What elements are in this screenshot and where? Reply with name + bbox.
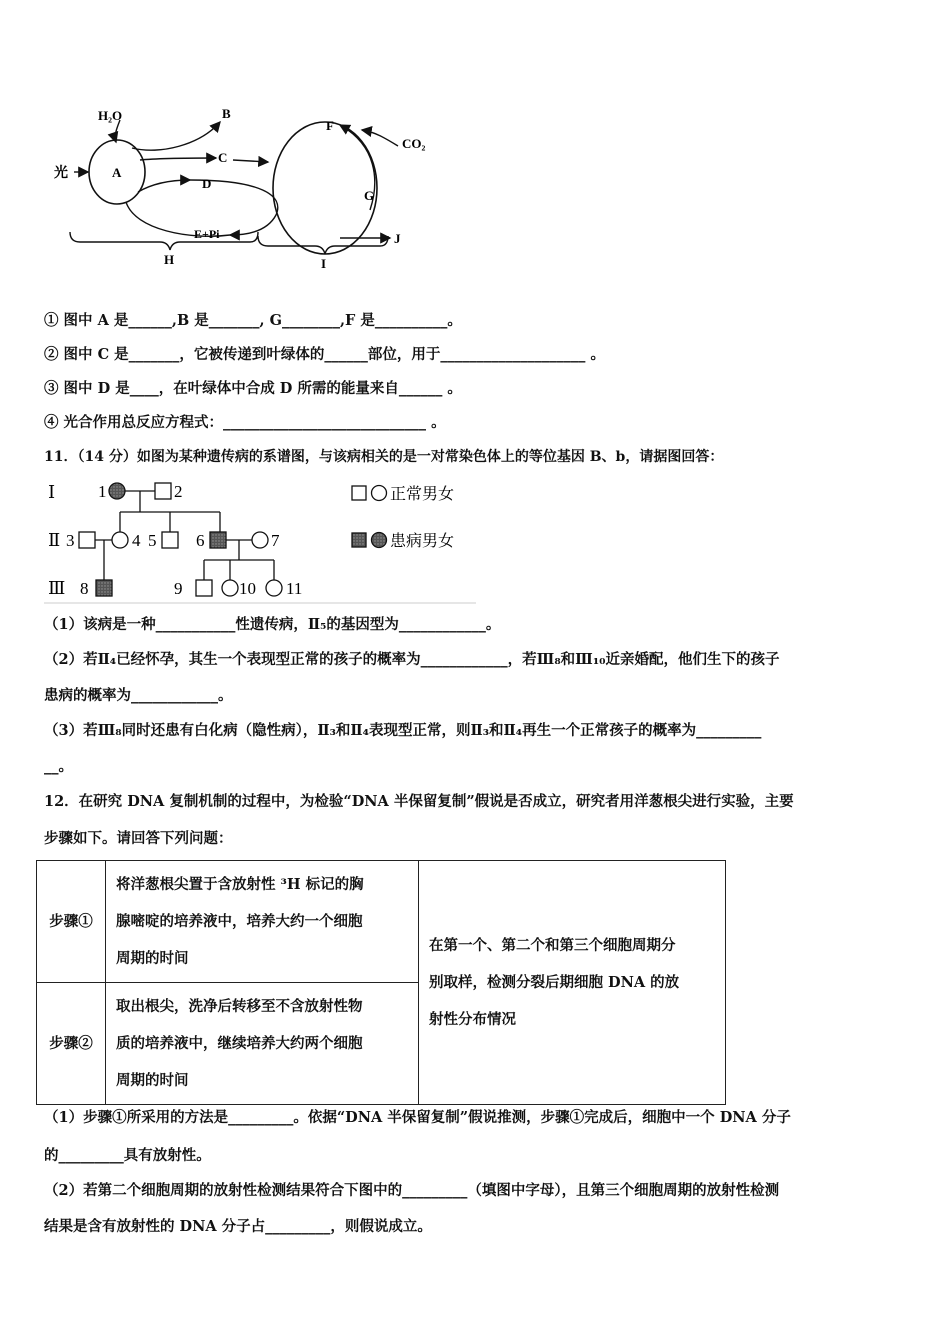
individual-4-number: 4: [132, 531, 141, 550]
step2-line2: 质的培养液中，继续培养大约两个细胞: [116, 1035, 363, 1052]
individual-6: [210, 532, 226, 548]
sampling-note: [419, 861, 726, 1105]
individual-9-number: 9: [174, 579, 183, 598]
individual-1: [109, 483, 125, 499]
photosynthesis-diagram: [40, 100, 460, 275]
legend-normal-male: [352, 486, 366, 500]
note-line2: 别取样，检测分裂后期细胞 DNA 的放: [429, 974, 680, 991]
experiment-steps-table: [36, 860, 726, 1105]
label-epi: E+Pi: [194, 227, 220, 241]
q11-part1: （1）该病是一种___________性遗传病，Ⅱ₅的基因型为____________。: [44, 616, 501, 633]
individual-8-number: 8: [80, 579, 89, 598]
q12-part1-line1: （1）步骤①所采用的方法是_________。依据“DNA 半保留复制”假说推测，步骤①完成后，细胞中一个 DNA 分子: [44, 1109, 791, 1126]
label-light: 光: [54, 166, 68, 181]
q12-stem-line1: 12．在研究 DNA 复制机制的过程中，为检验“DNA 半保留复制”假说是否成立，研究者用洋葱根尖进行实验，主要: [44, 793, 794, 810]
individual-2: [155, 483, 171, 499]
individual-4: [112, 532, 128, 548]
q12-part2-line1: （2）若第二个细胞周期的放射性检测结果符合下图中的_________（填图中字母），且第三个细胞周期的放射性检测: [44, 1182, 780, 1199]
legend-affected-male: [352, 533, 366, 547]
q11-part3-line2: __。: [44, 758, 73, 775]
pedigree-chart: [44, 474, 484, 604]
label-g: G: [364, 188, 375, 203]
gen-1-label: Ⅰ: [48, 482, 56, 502]
individual-11: [266, 580, 282, 596]
step2-line3: 周期的时间: [116, 1072, 189, 1089]
individual-3: [79, 532, 95, 548]
gen-2-label: Ⅱ: [48, 530, 61, 550]
label-j: J: [394, 231, 401, 246]
q10-sub2: ② 图中 C 是_______，它被传递到叶绿体的______部位，用于____________________ 。: [44, 346, 605, 363]
step1-line2: 腺嘧啶的培养液中，培养大约一个细胞: [116, 913, 363, 930]
q11-part2-line1: （2）若Ⅱ₄已经怀孕，其生一个表现型正常的孩子的概率为____________，若Ⅲ₈和Ⅲ₁₀近亲婚配，他们生下的孩子: [44, 651, 780, 668]
label-b: B: [222, 106, 231, 121]
individual-8: [96, 580, 112, 596]
individual-10: [222, 580, 238, 596]
q11-part3-line1: （3）若Ⅲ₈同时还患有白化病（隐性病），Ⅱ₃和Ⅱ₄表现型正常，则Ⅱ₃和Ⅱ₄再生一个正常孩子的概率为_________: [44, 722, 762, 739]
step1-description: [106, 861, 419, 983]
q11-stem: 11．（14 分）如图为某种遗传病的系谱图，与该病相关的是一对常染色体上的等位基因 B、b，请据图回答：: [44, 449, 724, 465]
legend-normal-female: [372, 486, 387, 501]
individual-11-number: 11: [286, 579, 303, 598]
gen-3-label: Ⅲ: [48, 578, 66, 598]
step1-label: 步骤①: [37, 861, 106, 983]
label-a: A: [112, 165, 122, 180]
individual-5-number: 5: [148, 531, 157, 550]
note-line1: 在第一个、第二个和第三个细胞周期分: [429, 937, 676, 954]
individual-3-number: 3: [66, 531, 75, 550]
individual-10-number: 10: [239, 579, 256, 598]
individual-2-number: 2: [174, 482, 183, 501]
legend-normal-label: 正常男女: [390, 486, 455, 503]
q11-part2-line2: 患病的概率为____________。: [44, 687, 233, 704]
individual-5: [162, 532, 178, 548]
step1-line1: 将洋葱根尖置于含放射性 ³H 标记的胸: [116, 876, 364, 893]
label-f: F: [326, 118, 334, 133]
legend-affected-female: [372, 533, 387, 548]
step2-description: [106, 983, 419, 1105]
step2-label: 步骤②: [37, 983, 106, 1105]
q12-stem-line2: 步骤如下。请回答下列问题：: [44, 830, 233, 847]
label-d: D: [202, 176, 212, 191]
label-co2: CO₂: [402, 136, 426, 151]
label-h: H: [164, 252, 175, 267]
q12-part2-line2: 结果是含有放射性的 DNA 分子占_________，则假说成立。: [44, 1218, 432, 1235]
individual-7-number: 7: [271, 531, 280, 550]
label-i: I: [321, 256, 327, 271]
step1-line3: 周期的时间: [116, 950, 189, 967]
q12-part1-line2: 的_________具有放射性。: [44, 1147, 211, 1164]
note-line3: 射性分布情况: [429, 1011, 516, 1028]
individual-1-number: 1: [98, 482, 107, 501]
label-c: C: [218, 150, 228, 165]
individual-7: [252, 532, 268, 548]
individual-9: [196, 580, 212, 596]
individual-6-number: 6: [196, 531, 205, 550]
q10-sub3: ③ 图中 D 是____，在叶绿体中合成 D 所需的能量来自______ 。: [44, 380, 462, 397]
legend-affected-label: 患病男女: [390, 533, 455, 550]
step2-line1: 取出根尖，洗净后转移至不含放射性物: [116, 998, 363, 1015]
q10-sub1: ① 图中 A 是______,B 是_______, G________,F 是__________。: [44, 312, 462, 329]
q10-sub4: ④ 光合作用总反应方程式：____________________________ 。: [44, 414, 446, 431]
label-h2o: H₂O: [98, 108, 123, 123]
